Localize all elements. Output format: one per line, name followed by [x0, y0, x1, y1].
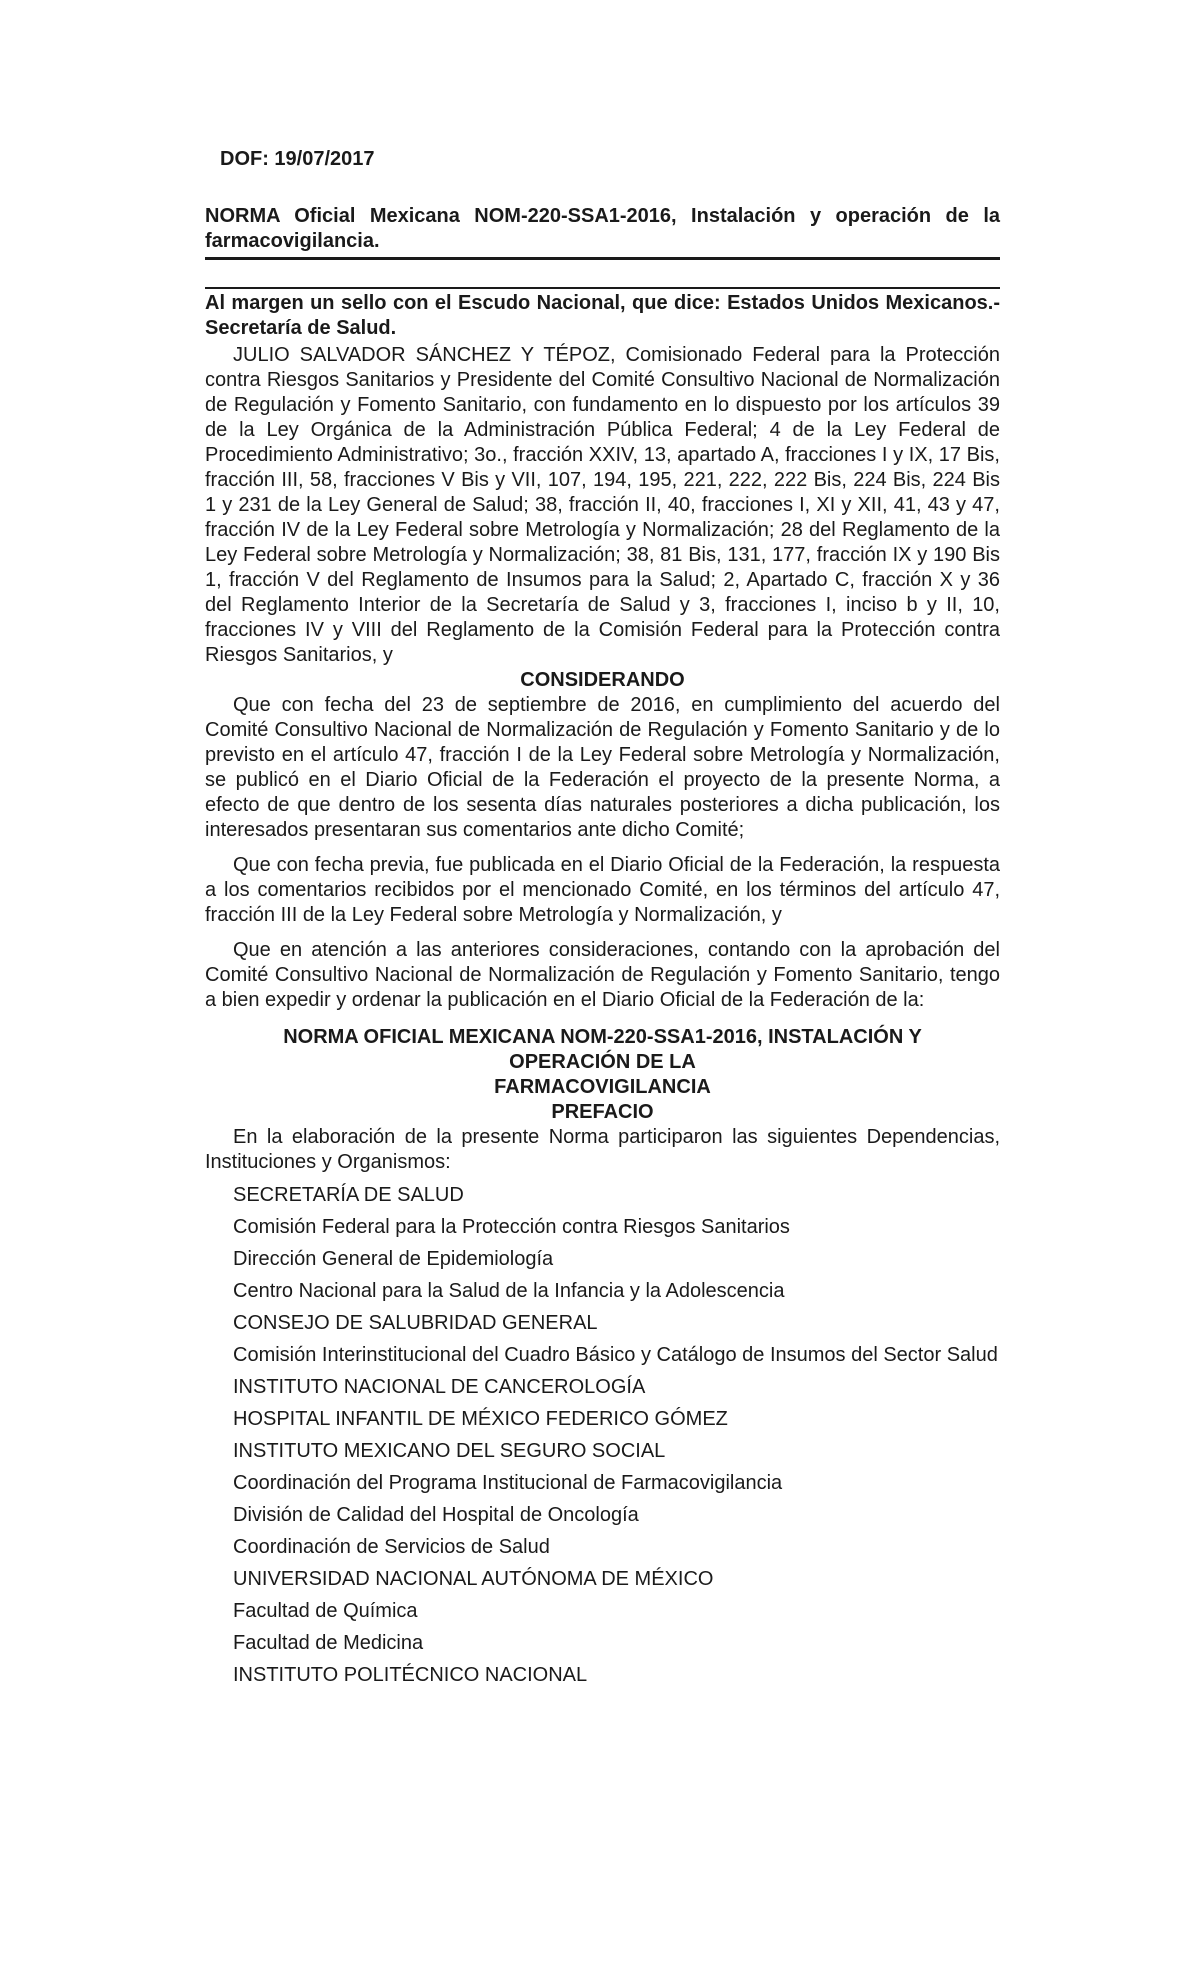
list-item: Centro Nacional para la Salud de la Infancia y la Adolescencia [233, 1280, 785, 1302]
list-item: Facultad de Química [233, 1600, 418, 1622]
prefacio-heading: PREFACIO [551, 1101, 654, 1123]
section-divider [205, 287, 1000, 289]
organizations-list [205, 1183, 1000, 1688]
list-item: INSTITUTO NACIONAL DE CANCEROLOGÍA [233, 1376, 646, 1398]
list-item: Coordinación del Programa Institucional de Farmacovigilancia [233, 1472, 783, 1494]
considerando-paragraph-3: Que en atención a las anteriores consideraciones, contando con la aprobación del Comité Consultivo Nacional de Normalización de Regulación y Fomento Sanitario, tengo a bien expedir y ordenar la publicación en el Diario Oficial de la Federación de la: [205, 939, 1000, 1011]
list-item: Coordinación de Servicios de Salud [233, 1536, 550, 1558]
list-item: SECRETARÍA DE SALUD [233, 1184, 464, 1206]
norma-heading-line-2: OPERACIÓN DE LA [509, 1051, 696, 1073]
list-item: Comisión Federal para la Protección contra Riesgos Sanitarios [233, 1216, 790, 1238]
document-body [205, 148, 1000, 1688]
prefacio-intro: En la elaboración de la presente Norma participaron las siguientes Dependencias, Instituciones y Organismos: [205, 1126, 1000, 1173]
intro-paragraph: JULIO SALVADOR SÁNCHEZ Y TÉPOZ, Comisionado Federal para la Protección contra Riesgos Sanitarios y Presidente del Comité Consultivo Nacional de Normalización de Regulación y Fomento Sanitario, con fundamento en lo dispuesto por los artículos 39 de la Ley Orgánica de la Administración Pública Federal; 4 de la Ley Federal de Procedimiento Administrativo; 3o., fracción XXIV, 13, apartado A, fracciones I y IX, 17 Bis, fracción III, 58, fracciones V Bis y VII, 107, 194, 195, 221, 222, 222 Bis, 224 Bis, 224 Bis 1 y 231 de la Ley General de Salud; 38, fracción II, 40, fracciones I, XI y XII, 41, 43 y 47, fracción IV de la Ley Federal sobre Metrología y Normalización; 28 del Reglamento de la Ley Federal sobre Metrología y Normalización; 38, 81 Bis, 131, 177, fracción IX y 190 Bis 1, fracción V del Reglamento de Insumos para la Salud; 2, Apartado C, fracción X y 36 del Reglamento Interior de la Secretaría de Salud y 3, fracciones I, inciso b y II, 10, fracciones IV y VIII del Reglamento de la Comisión Federal para la Protección contra Riesgos Sanitarios, y [205, 344, 1000, 666]
list-item: INSTITUTO MEXICANO DEL SEGURO SOCIAL [233, 1440, 666, 1462]
list-item: Facultad de Medicina [233, 1632, 424, 1654]
list-item: UNIVERSIDAD NACIONAL AUTÓNOMA DE MÉXICO [233, 1568, 714, 1590]
dof-date: DOF: 19/07/2017 [220, 148, 375, 170]
considerando-paragraph-1: Que con fecha del 23 de septiembre de 2016, en cumplimiento del acuerdo del Comité Consultivo Nacional de Normalización de Regulación y Fomento Sanitario y de lo previsto en el artículo 47, fracción I de la Ley Federal sobre Metrología y Normalización, se publicó en el Diario Oficial de la Federación el proyecto de la presente Norma, a efecto de que dentro de los sesenta días naturales posteriores a dicha publicación, los interesados presentaran sus comentarios ante dicho Comité; [205, 694, 1000, 841]
list-item: Dirección General de Epidemiología [233, 1248, 554, 1270]
list-item: CONSEJO DE SALUBRIDAD GENERAL [233, 1312, 598, 1334]
margin-note: Al margen un sello con el Escudo Nacional, que dice: Estados Unidos Mexicanos.- Secretaría de Salud. [205, 292, 1000, 339]
list-item: HOSPITAL INFANTIL DE MÉXICO FEDERICO GÓMEZ [233, 1408, 728, 1430]
document-title: NORMA Oficial Mexicana NOM-220-SSA1-2016, Instalación y operación de la farmacovigilancia. [205, 205, 1000, 252]
considerando-paragraph-2: Que con fecha previa, fue publicada en el Diario Oficial de la Federación, la respuesta a los comentarios recibidos por el mencionado Comité, en los términos del artículo 47, fracción III de la Ley Federal sobre Metrología y Normalización, y [205, 854, 1000, 926]
norma-heading-line-3: FARMACOVIGILANCIA [494, 1076, 711, 1098]
list-item: Comisión Interinstitucional del Cuadro Básico y Catálogo de Insumos del Sector Salud [233, 1344, 998, 1366]
title-divider [205, 257, 1000, 260]
list-item: División de Calidad del Hospital de Oncología [233, 1504, 639, 1526]
norma-heading-line-1: NORMA OFICIAL MEXICANA NOM-220-SSA1-2016, INSTALACIÓN Y [283, 1026, 922, 1048]
considerando-heading: CONSIDERANDO [520, 669, 685, 691]
list-item: INSTITUTO POLITÉCNICO NACIONAL [233, 1664, 588, 1686]
